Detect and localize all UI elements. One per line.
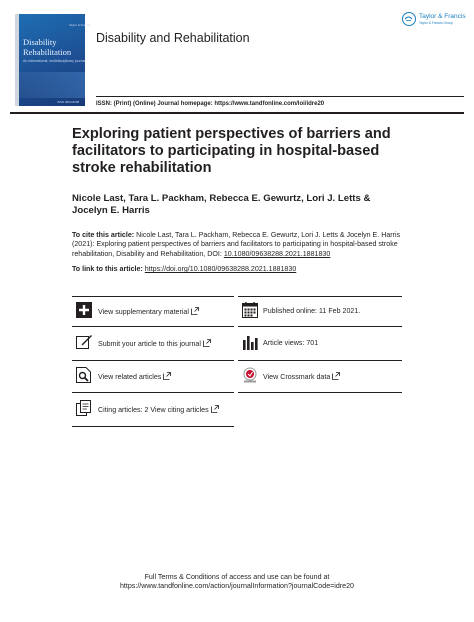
related-label: View related articles — [98, 373, 162, 381]
citing-articles-link[interactable] — [98, 405, 219, 414]
supplementary-label: View supplementary material — [98, 308, 189, 316]
cover-title-line2: Rehabilitation — [23, 47, 72, 57]
submit-article-link[interactable] — [98, 339, 211, 348]
external-link-icon — [211, 405, 219, 413]
citation-block — [72, 231, 402, 259]
row-divider — [72, 426, 234, 427]
row-divider — [238, 392, 402, 393]
plus-box-icon — [76, 302, 92, 318]
cover-title-line1: Disability — [23, 37, 57, 47]
row-divider — [238, 326, 402, 327]
link-label: To link to this article: — [72, 265, 145, 273]
row-divider — [72, 360, 234, 361]
publisher-name: Taylor & Francis — [419, 13, 466, 20]
citing-documents-icon — [76, 400, 92, 416]
supplementary-material-link[interactable] — [98, 307, 199, 316]
related-search-icon — [76, 367, 92, 383]
row-divider — [72, 392, 234, 393]
publisher-logo — [402, 12, 464, 30]
citation-label: To cite this article: — [72, 231, 135, 239]
crossmark-link[interactable] — [263, 372, 340, 381]
row-divider — [238, 296, 402, 297]
crossmark-label: View Crossmark data — [263, 373, 331, 381]
submit-label: Submit your article to this journal — [98, 340, 201, 348]
journal-name: Disability and Rehabilitation — [96, 31, 250, 45]
cover-issn: ISSN 0963-8288 — [57, 100, 80, 104]
citation-doi-link[interactable]: 10.1080/09638288.2021.1881830 — [223, 249, 331, 258]
footer — [0, 573, 474, 591]
row-divider — [72, 326, 234, 327]
footer-terms-link[interactable]: https://www.tandfonline.com/action/journalInformation?journalCode=idre20 — [119, 582, 355, 590]
row-divider — [72, 296, 234, 297]
header-divider — [96, 96, 464, 97]
footer-terms-text: Full Terms & Conditions of access and use can be found at — [144, 573, 330, 581]
bar-chart-icon — [242, 334, 258, 350]
published-online-date: Published online: 11 Feb 2021. — [263, 307, 361, 315]
article-title: Exploring patient perspectives of barriers and facilitators to participating in hospital-based stroke rehabilitation — [72, 126, 391, 176]
publisher-sub: Taylor & Francis Group — [419, 21, 453, 25]
article-doi-link[interactable]: https://doi.org/10.1080/09638288.2021.1881830 — [144, 265, 297, 273]
calendar-icon — [242, 302, 258, 318]
citation-text: Nicole Last, Tara L. Packham, Rebecca E. Gewurtz, Lori J. Letts & Jocelyn E. Harris (2021): Exploring patient perspectives of barriers and facilitators to participating in hospital-based stroke rehabilitation, Disability and Rehabilitation, DOI: — [72, 231, 401, 258]
external-link-icon — [203, 339, 211, 347]
article-link-line — [72, 265, 402, 273]
article-authors: Nicole Last, Tara L. Packham, Rebecca E. Gewurtz, Lori J. Letts & Jocelyn E. Harris — [72, 193, 371, 216]
cover-subtitle: An international, multidisciplinary journal — [23, 59, 86, 63]
journal-cover — [15, 14, 91, 106]
related-articles-link[interactable] — [98, 372, 171, 381]
article-views-count: Article views: 701 — [263, 339, 319, 347]
crossmark-icon — [242, 367, 258, 383]
row-divider — [238, 360, 402, 361]
header-rule — [10, 112, 464, 114]
cover-publisher: Taylor & Francis — [69, 23, 91, 27]
publisher-logo-icon — [402, 12, 416, 26]
citing-label: Citing articles: 2 View citing articles — [98, 406, 209, 414]
external-link-icon — [191, 307, 199, 315]
external-link-icon — [163, 372, 171, 380]
external-link-icon — [332, 372, 340, 380]
issn-homepage-line[interactable]: ISSN: (Print) (Online) Journal homepage: https://www.tandfonline.com/loi/idre20 — [96, 101, 325, 107]
edit-icon — [76, 334, 92, 350]
